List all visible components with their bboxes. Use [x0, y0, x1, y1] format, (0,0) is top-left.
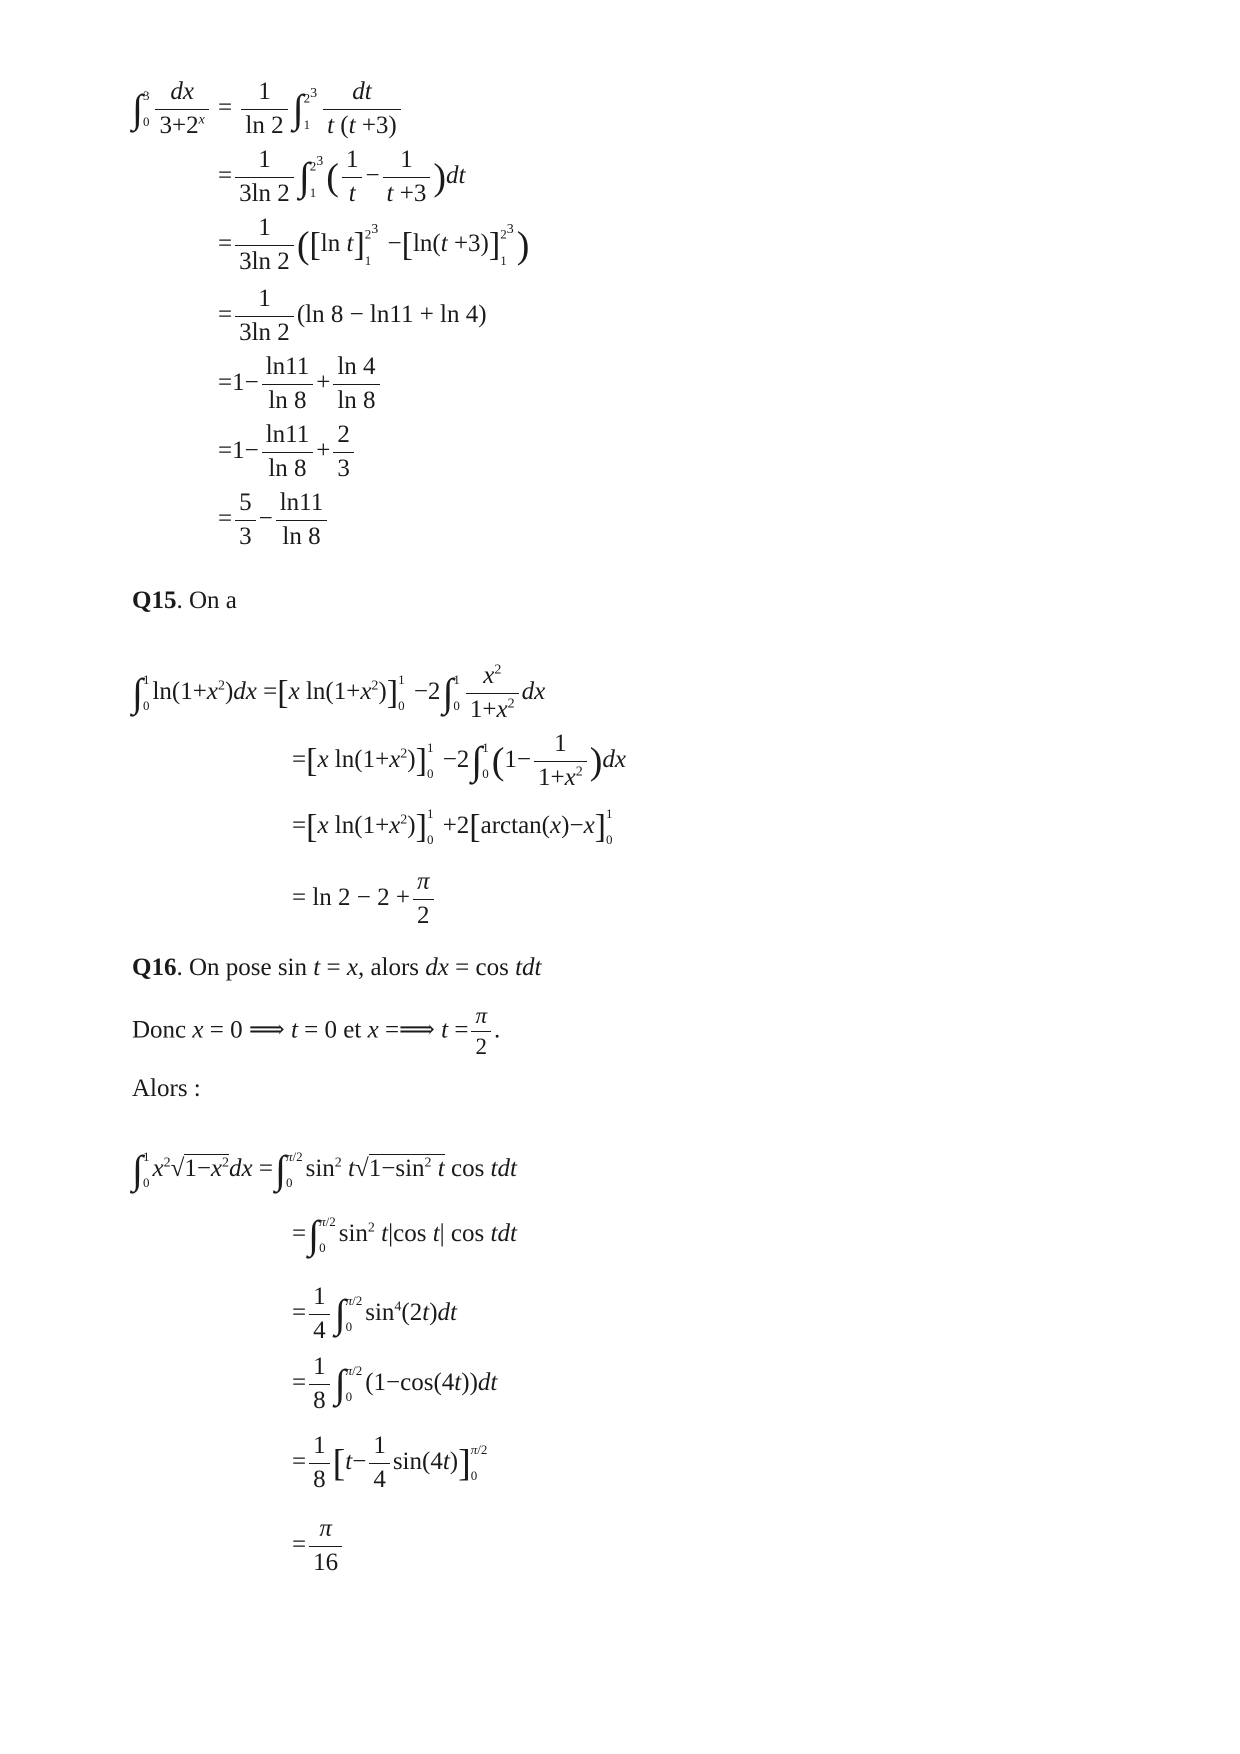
q16-line-6: = $\frac{\pi}{16}$	[292, 1515, 345, 1578]
q16-line-3: = $\frac{1}{4}$ ∫ π/2 0 $\sin^4(2t)dt$	[292, 1283, 457, 1344]
q15-heading	[132, 587, 237, 615]
q14-line-6: =1− $\frac{\ln 11}{\ln 8}$ + $\frac{2}{3}$	[218, 421, 357, 484]
q16-line-5: = $\frac{1}{8}$ [t− $\frac{1}{4}$ sin(4t)] π/2 0	[292, 1432, 488, 1493]
q14-line-7: = $\frac{5}{3}$ − $\frac{\ln 11}{\ln 8}$	[218, 489, 330, 552]
q15-label: Q15	[132, 587, 177, 614]
q16-line-4: = $\frac{1}{8}$ ∫ π/2 0 (1−cos(4t))dt	[292, 1353, 498, 1414]
q14-line-3: = $\frac{1}{3\ln 2}$ ([ln t] $2^3$ 1 −[ln(t +3)] $2^3$ 1 )	[218, 214, 530, 275]
q16-heading: Q16. On pose sin t = x, alors dx = cos tdt	[132, 954, 542, 981]
q16-line-2: =∫ π/2 0 $\sin^2 t|\cos$ t| cos tdt	[292, 1212, 517, 1258]
q15-line-1: ∫ 1 0 $\ln(1+x^2)dx =[x$ $\ln(1+x^2)$] 1 0 −2∫ 1 0 $\frac{x^2}{1+x^2}$ dx	[132, 662, 546, 723]
q15-line-2: =[x $\ln(1+x^2)$] 1 0 −2∫ 1 0 (1− $\frac{1}{1+x^2}$ )dx	[292, 730, 627, 791]
q14-line-4: = $\frac{1}{3\ln 2}$ (ln 8 − ln11 + ln 4)	[218, 285, 487, 346]
q16-donc: Donc x = 0 ⟹ t = 0 et x =⟹ t = $\frac{\pi}{2}$ .	[132, 1003, 501, 1060]
q15-intro: . On a	[176, 587, 237, 614]
q14-line-5: =1− $\frac{\ln 11}{\ln 8}$ + $\frac{\ln 4}{\ln 8}$	[218, 353, 383, 416]
q14-line-1: ∫ 3 0 $\frac{dx}{3+2^x}$ = $\frac{1}{\ln 2}$ ∫ $2^3$ 1 $\frac{dt}{t (t +3)}$	[130, 78, 404, 141]
q15-line-4: = ln 2 − 2 + $\frac{\pi}{2}$	[292, 868, 437, 931]
q16-alors: Alors :	[132, 1075, 201, 1102]
q16-label: Q16	[132, 954, 177, 981]
q15-line-3: =[x $\ln(1+x^2)$] 1 0 +2[arctan(x)−x] 1 0	[292, 806, 613, 848]
q16-line-1: ∫ 1 0 $x^2√1-x^2dx$ =∫ π/2 0 $\sin^2 t√1-\sin^2$ t cos tdt	[132, 1147, 517, 1193]
q14-line-2: = $\frac{1}{3\ln 2}$ ∫ $2^3$ 1 ( $\frac{1}{t}$ − $\frac{1}{t +3}$ )dt	[218, 146, 466, 207]
